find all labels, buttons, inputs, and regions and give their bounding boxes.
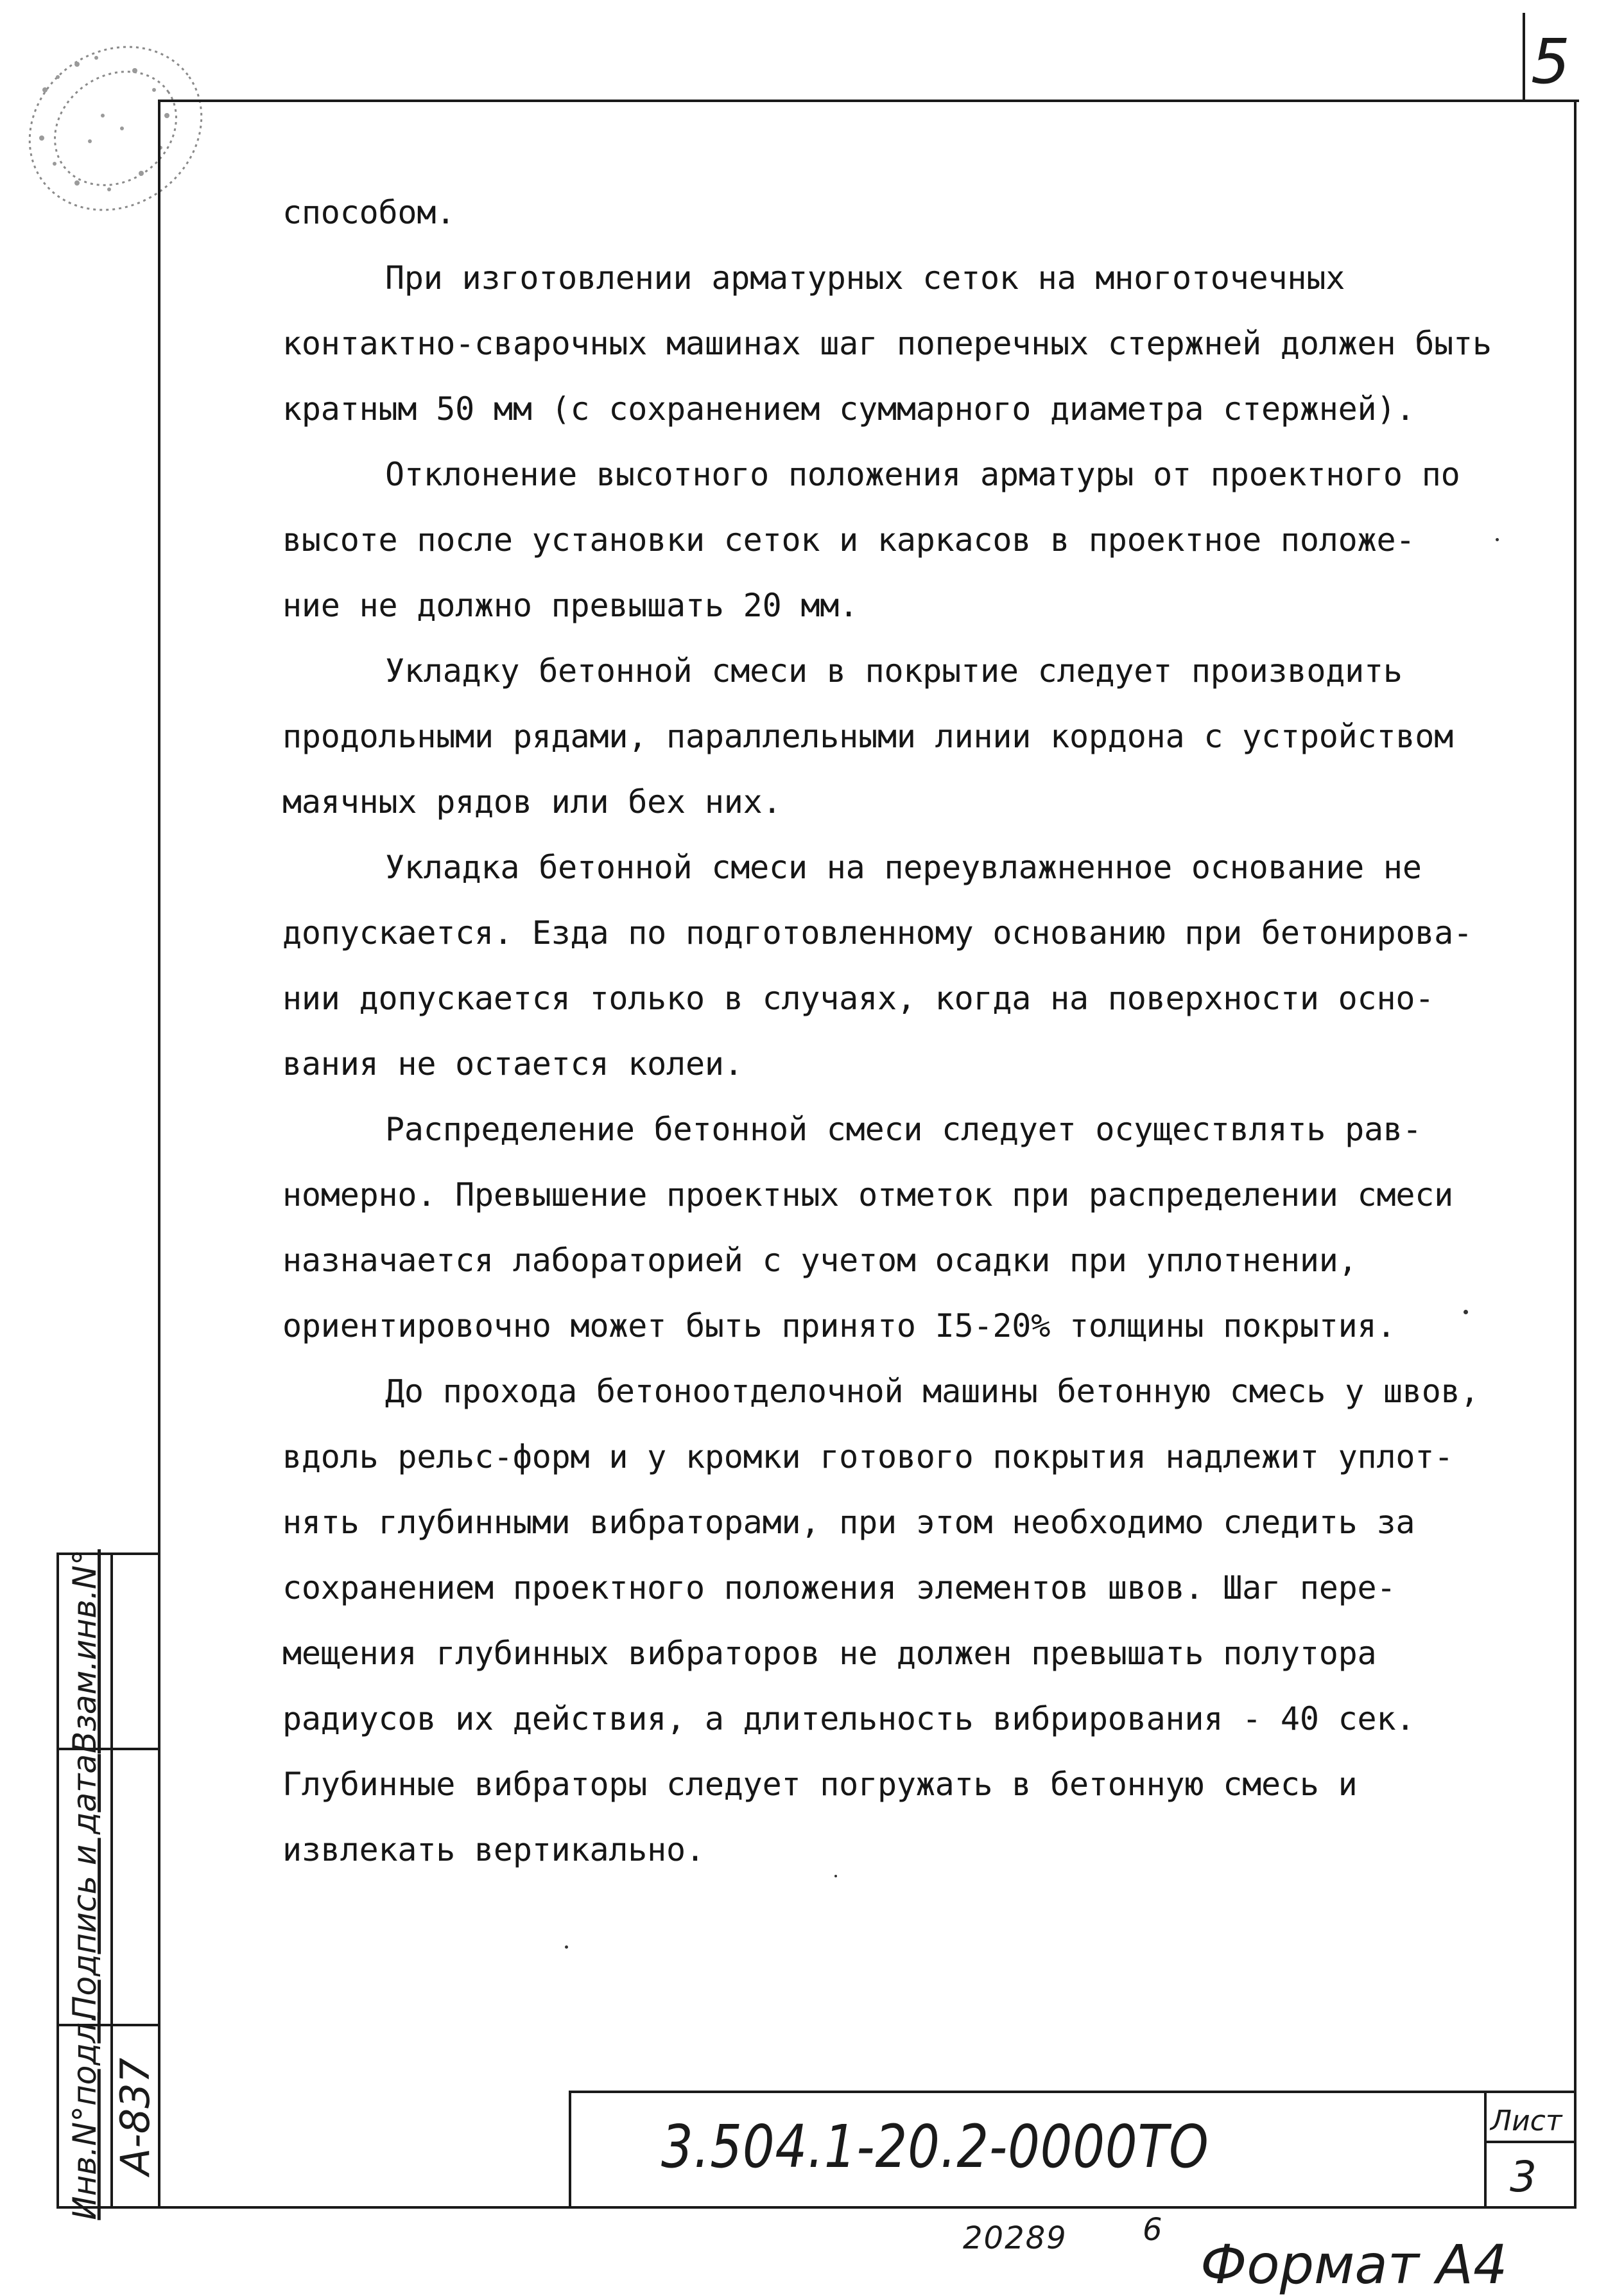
side-inv-value: А-837	[112, 2057, 159, 2175]
scan-speck	[565, 1945, 568, 1949]
text-line: Распределение бетонной смеси следует осуществлять рав-	[385, 1111, 1422, 1148]
copy-number: 6	[1143, 2212, 1162, 2248]
sheet-number: 3	[1510, 2152, 1537, 2202]
text-line: ние не должно превышать 20 мм.	[282, 587, 859, 624]
text-line: контактно-сварочных машинах шаг поперечных стержней должен быть	[282, 325, 1492, 362]
text-line: номерно. Превышение проектных отметок при распределении смеси	[282, 1176, 1454, 1213]
title-block-top	[570, 2091, 1576, 2093]
text-line: При изготовлении арматурных сеток на многоточечных	[385, 259, 1345, 297]
side-sign-label: Подпись и дата	[66, 1753, 104, 2021]
title-block-left	[569, 2091, 571, 2207]
text-line: Глубинные вибраторы следует погружать в бетонную смесь и	[282, 1766, 1358, 1803]
body-text	[282, 180, 1541, 1883]
text-line: мещения глубинных вибраторов не должен превышать полутора	[282, 1635, 1377, 1672]
text-line: нять глубинными вибраторами, при этом необходимо следить за	[282, 1504, 1415, 1541]
scan-speck	[834, 1875, 837, 1877]
page-number-divider	[1523, 13, 1525, 100]
side-inv-value-cell	[113, 2026, 158, 2206]
text-line: До прохода бетоноотделочной машины бетонную смесь у швов,	[385, 1373, 1480, 1410]
archive-stamp	[6, 19, 212, 238]
text-line: извлекать вертикально.	[282, 1831, 705, 1868]
side-inv-label: Инв.N°подл.	[66, 2012, 103, 2220]
text-line: сохранением проектного положения элементов швов. Шаг пере-	[282, 1569, 1396, 1606]
text-line: назначается лабораторией с учетом осадки при уплотнении,	[282, 1242, 1358, 1279]
text-line: продольными рядами, параллельными линии кордона с устройством	[282, 718, 1454, 755]
archive-number: 20289	[963, 2220, 1067, 2256]
text-line: кратным 50 мм (с сохранением суммарного диаметра стержней).	[282, 390, 1415, 428]
text-line: ориентировочно может быть принято I5-20% толщины покрытия.	[282, 1307, 1396, 1344]
frame-bottom	[56, 2206, 1576, 2209]
page-number: 5	[1531, 26, 1571, 98]
text-line: допускается. Езда по подготовленному основанию при бетонирова-	[282, 914, 1473, 952]
sheet-cell-divider	[1484, 2141, 1576, 2143]
format-label: Формат А4	[1200, 2233, 1508, 2296]
text-line: Укладку бетонной смеси в покрытие следует производить	[385, 652, 1403, 690]
sheet-label: Лист	[1490, 2105, 1562, 2137]
document-code: 3.504.1-20.2-0000ТО	[661, 2112, 1209, 2181]
side-replace-label-cell	[56, 1549, 113, 1754]
side-replace-label: Взам.инв.N°	[66, 1549, 103, 1754]
sheet-cell-left	[1484, 2091, 1487, 2207]
text-line: нии допускается только в случаях, когда на поверхности осно-	[282, 980, 1435, 1017]
frame-left	[158, 100, 160, 2209]
text-line: Отклонение высотного положения арматуры от проектного по	[385, 456, 1460, 493]
side-inv-label-cell	[56, 2012, 113, 2220]
scan-speck	[1464, 1310, 1468, 1314]
side-sign-label-cell	[56, 1750, 113, 2024]
frame-right	[1574, 100, 1576, 2209]
text-line: Укладка бетонной смеси на переувлажненное основание не	[385, 849, 1422, 886]
text-line: высоте после установки сеток и каркасов в проектное положе-	[282, 521, 1415, 559]
text-line: радиусов их действия, а длительность вибрирования - 40 сек.	[282, 1700, 1415, 1737]
text-line: маячных рядов или бех них.	[282, 783, 782, 821]
text-line: способом.	[282, 194, 456, 231]
text-line: вдоль рельс-форм и у кромки готового покрытия надлежит уплот-	[282, 1438, 1454, 1475]
text-line: вания не остается колеи.	[282, 1045, 743, 1083]
scan-speck	[1496, 538, 1499, 541]
frame-top	[160, 100, 1579, 102]
